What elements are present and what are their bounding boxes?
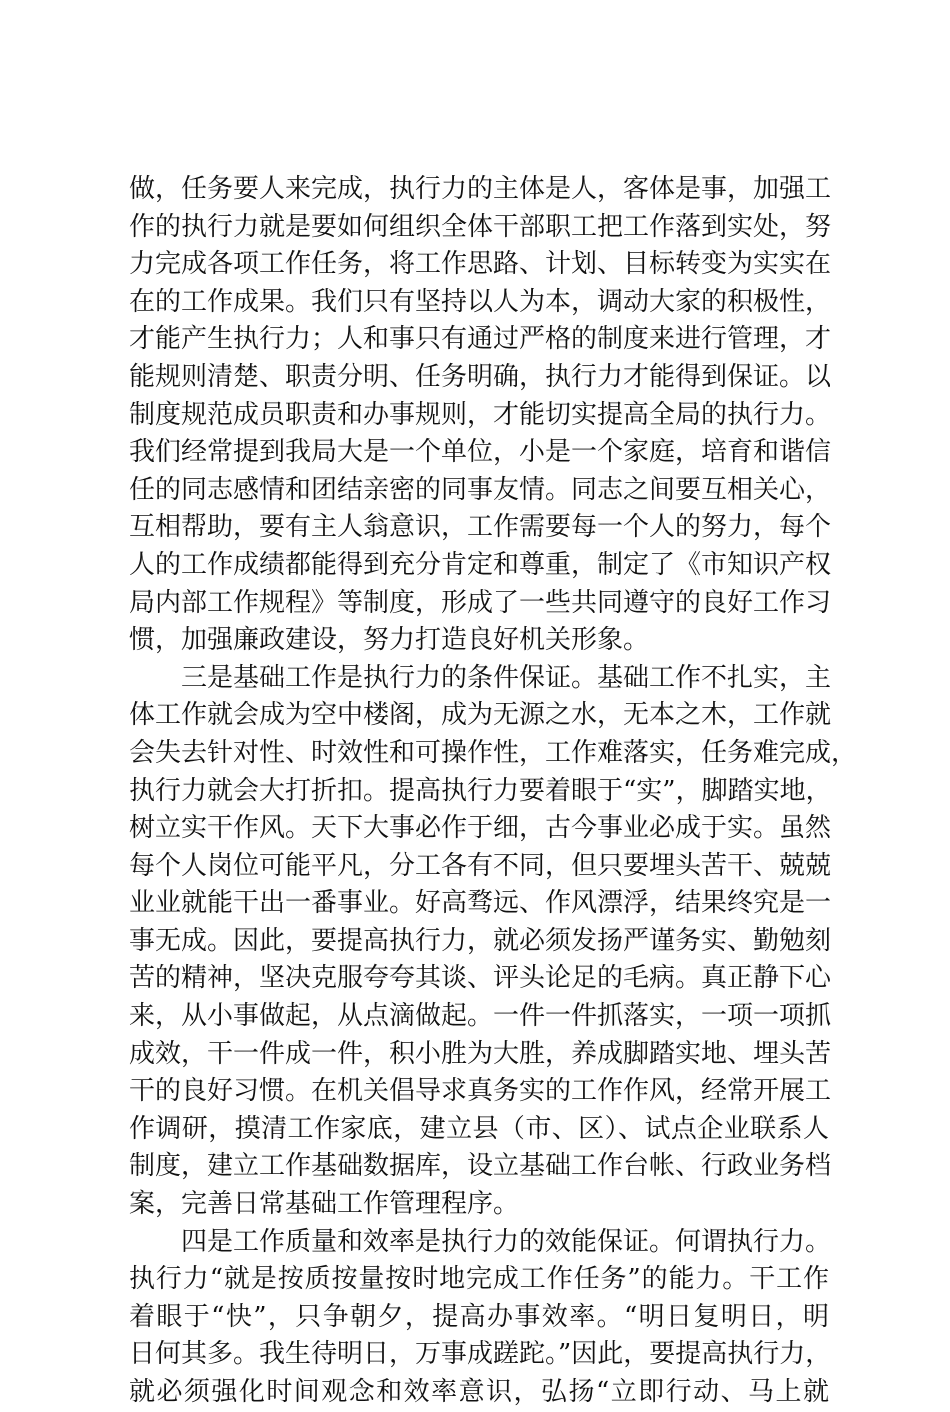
text-line: 任的同志感情和团结亲密的同事友情。同志之间要互相关心， [129, 474, 832, 505]
text-line: 事无成。因此，要提高执行力，就必须发扬严谨务实、勤勉刻 [129, 925, 832, 956]
text-line: 作调研，摸清工作家底，建立县（市、区）、试点企业联系人 [129, 1113, 829, 1144]
text-line: 执行力“就是按质按量按时地完成工作任务”的能力。干工作 [129, 1264, 829, 1295]
text-line: 业业就能干出一番事业。好高骛远、作风漂浮，结果终究是一 [129, 888, 832, 919]
text-line: 苦的精神，坚决克服夸夸其谈、评头论足的毛病。真正静下心 [129, 963, 832, 994]
paragraph-end-line: 惯，加强廉政建设，努力打造良好机关形象。 [129, 625, 650, 656]
paragraph-end-line: 案，完善日常基础工作管理程序。 [129, 1189, 520, 1220]
text-line: 成效，干一件成一件，积小胜为大胜，养成脚踏实地、埋头苦 [129, 1038, 832, 1069]
text-line: 会失去针对性、时效性和可操作性，工作难落实，任务难完成， [129, 737, 858, 768]
text-line: 互相帮助，要有主人翁意识，工作需要每一个人的努力，每个 [129, 512, 832, 543]
text-line: 我们经常提到我局大是一个单位，小是一个家庭，培育和谐信 [129, 437, 832, 468]
text-line: 树立实干作风。天下大事必作于细，古今事业必成于实。虽然 [129, 813, 832, 844]
text-line: 日何其多。我生待明日，万事成蹉跎。”因此，要提高执行力， [129, 1339, 832, 1370]
paragraph-start-line: 三是基础工作是执行力的条件保证。基础工作不扎实，主 [181, 662, 832, 693]
paragraph-start-line: 四是工作质量和效率是执行力的效能保证。何谓执行力。 [181, 1226, 832, 1257]
text-line: 来，从小事做起，从点滴做起。一件一件抓落实，一项一项抓 [129, 1001, 832, 1032]
text-line: 才能产生执行力；人和事只有通过严格的制度来进行管理，才 [129, 324, 832, 355]
text-line: 每个人岗位可能平凡，分工各有不同，但只要埋头苦干、兢兢 [129, 850, 832, 881]
text-line: 力完成各项工作任务，将工作思路、计划、目标转变为实实在 [129, 249, 832, 280]
text-line: 干的良好习惯。在机关倡导求真务实的工作作风，经常开展工 [129, 1076, 832, 1107]
text-line: 局内部工作规程》等制度，形成了一些共同遵守的良好工作习 [129, 587, 832, 618]
text-line: 人的工作成绩都能得到充分肯定和尊重，制定了《市知识产权 [129, 549, 832, 580]
text-line: 着眼于“快”，只争朝夕，提高办事效率。“明日复明日，明 [129, 1301, 829, 1332]
text-line: 作的执行力就是要如何组织全体干部职工把工作落到实处，努 [129, 211, 832, 242]
text-line: 做，任务要人来完成，执行力的主体是人，客体是事，加强工 [129, 174, 832, 204]
body-text [129, 171, 858, 1412]
text-line: 就必须强化时间观念和效率意识，弘扬“立即行动、马上就 [129, 1377, 829, 1407]
text-line: 制度规范成员职责和办事规则，才能切实提高全局的执行力。 [129, 399, 832, 430]
text-line: 在的工作成果。我们只有坚持以人为本，调动大家的积极性， [129, 286, 832, 317]
text-line: 制度，建立工作基础数据库，设立基础工作台帐、行政业务档 [129, 1151, 832, 1182]
text-line: 能规则清楚、职责分明、任务明确，执行力才能得到保证。以 [129, 361, 832, 392]
text-line: 执行力就会大打折扣。提高执行力要着眼于“实”，脚踏实地， [129, 775, 832, 806]
text-line: 体工作就会成为空中楼阁，成为无源之水，无本之木，工作就 [129, 700, 832, 731]
